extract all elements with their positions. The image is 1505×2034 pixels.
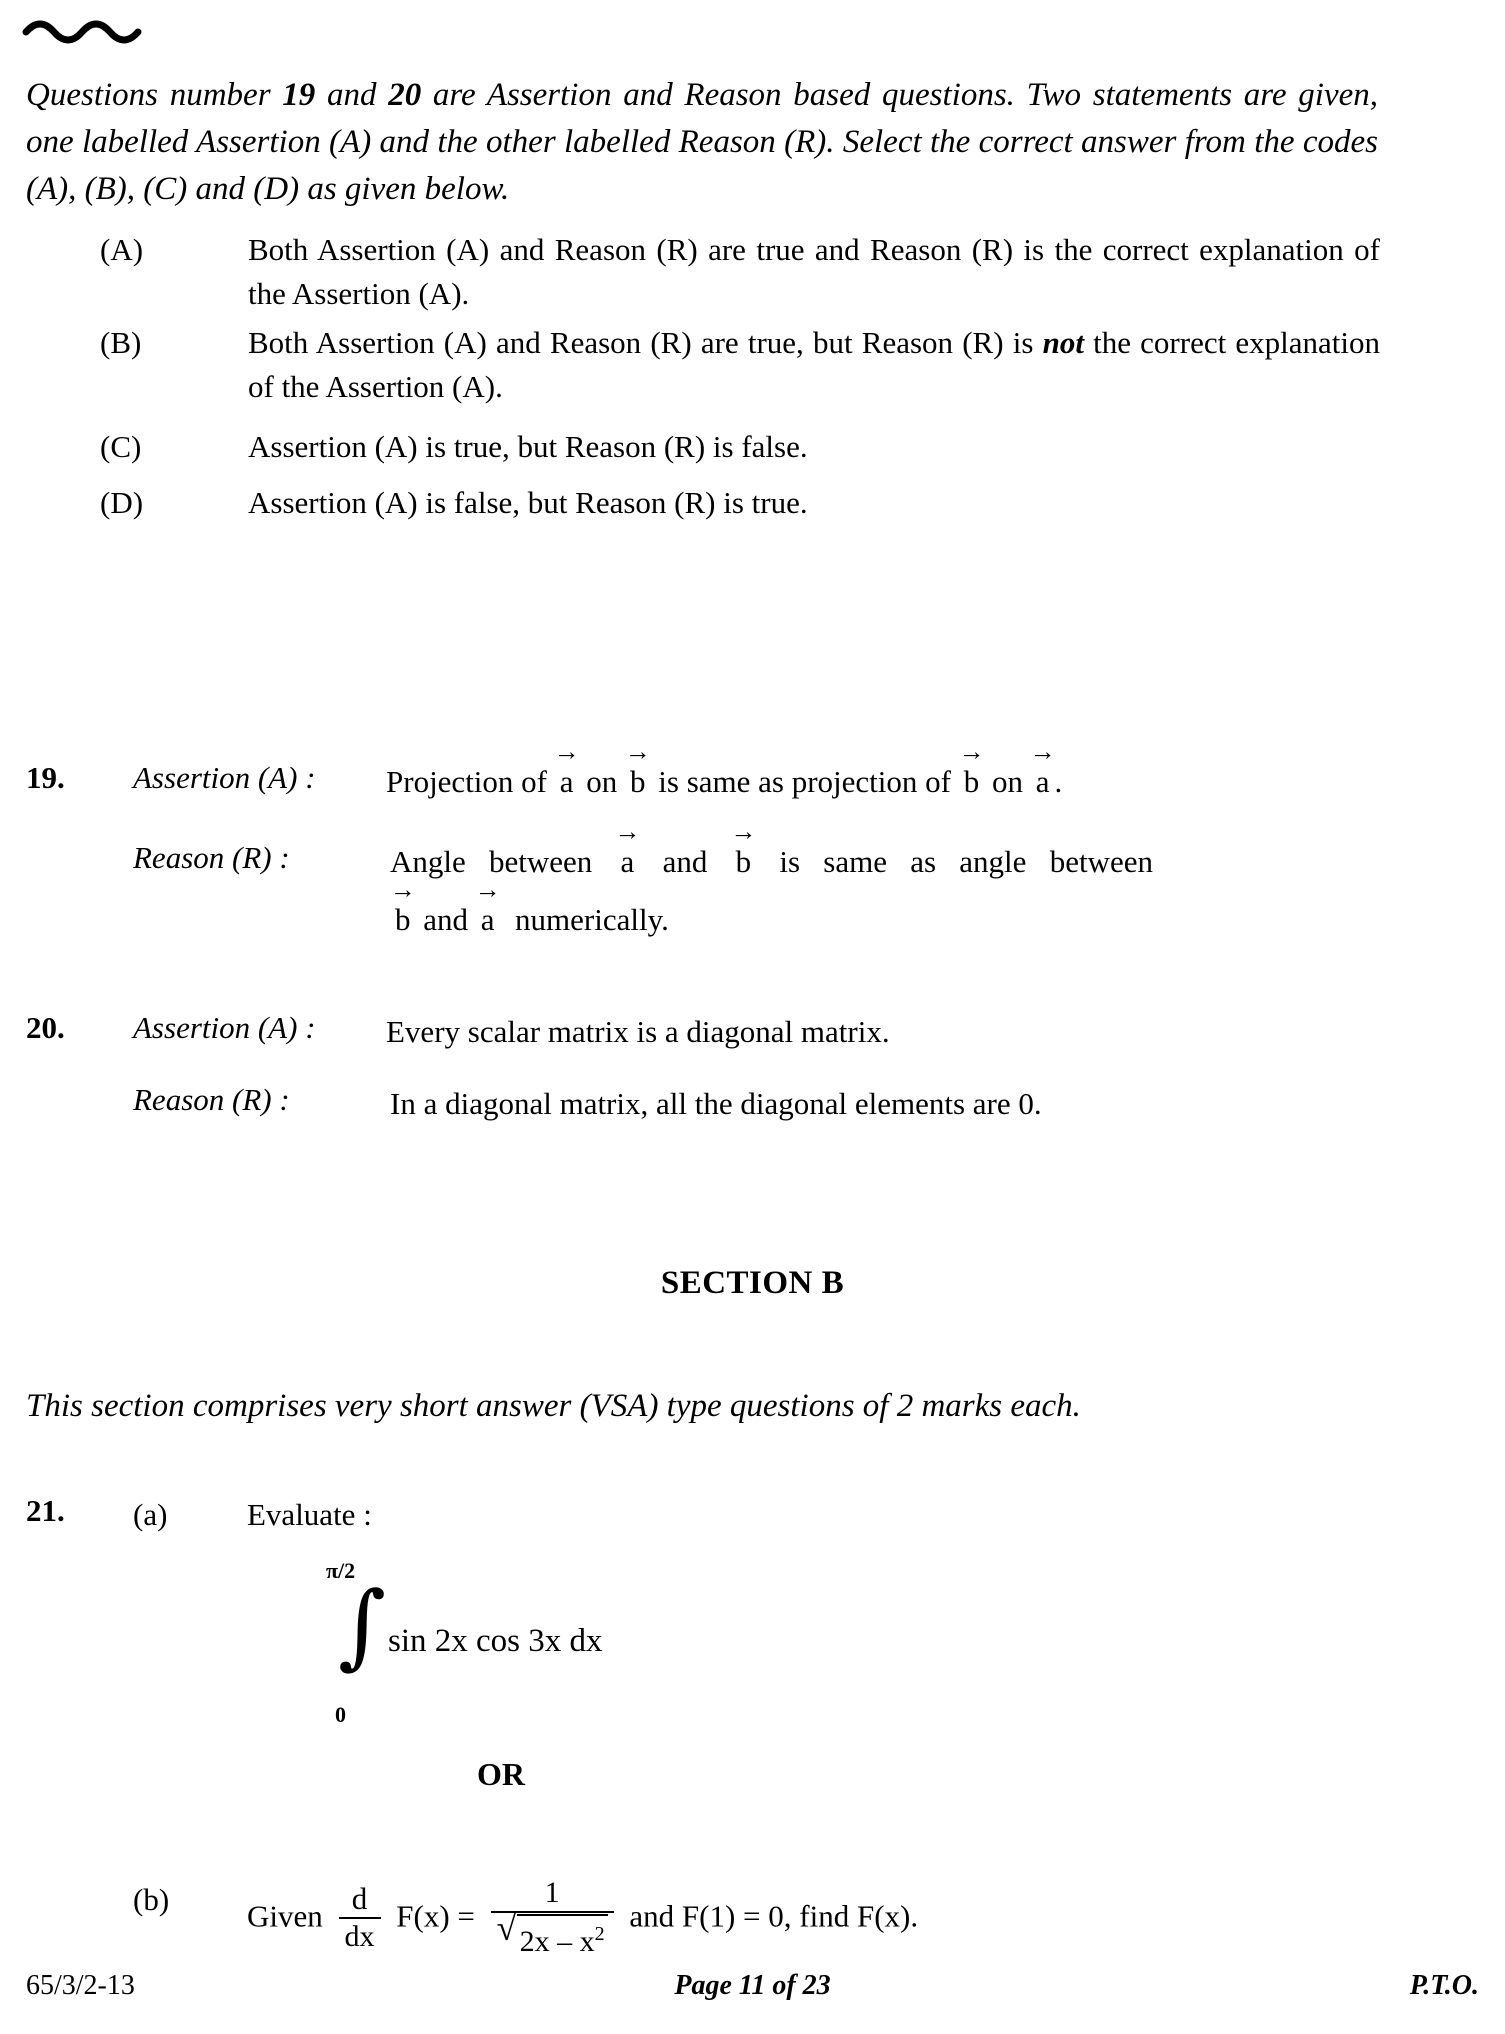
question-20-reason-text: In a diagonal matrix, all the diagonal elements are 0. xyxy=(390,1086,1042,1121)
derivative-numerator: d xyxy=(351,1880,368,1916)
footer-page-number: Page 11 of 23 xyxy=(674,1970,831,2001)
vector-b-3 xyxy=(730,817,757,884)
vector-b-4 xyxy=(389,875,416,942)
radicand-exponent: 2 xyxy=(594,1923,605,1945)
intro-text-after: are Assertion and Reason based questions. Two statements are given, one labelled Assertion (A) and the other labelled Reason (R). Select the correct answer from the codes (A), (B), (C) and (D) as given below. xyxy=(26,77,1378,207)
q19-a-t1: Projection of xyxy=(386,764,547,799)
vector-a-1 xyxy=(553,737,580,804)
option-row-c xyxy=(100,425,1380,469)
footer-paper-code: 65/3/2-13 xyxy=(26,1970,135,2001)
vector-b-4-letter: b xyxy=(395,902,411,937)
vector-arrow-icon: → xyxy=(1029,737,1056,766)
option-b-part2: the correct explanation of the Assertion (A). xyxy=(248,325,1380,404)
option-label-b: (B) xyxy=(100,325,142,360)
section-b-description: This section comprises very short answer (VSA) type questions of 2 marks each. xyxy=(26,1388,1081,1424)
option-row-a xyxy=(100,228,1380,316)
q19-r-t10: numerically. xyxy=(515,902,669,937)
section-b-heading: SECTION B xyxy=(660,1265,845,1301)
option-row-d xyxy=(100,481,1380,525)
q19-a-t5: . xyxy=(1054,764,1063,799)
question-19-assertion-body xyxy=(386,737,1376,804)
radicand xyxy=(517,1914,608,1959)
integrand: sin 2x cos 3x dx xyxy=(388,1623,603,1659)
radicand-text: 2x – x xyxy=(519,1925,595,1958)
vector-b-3-letter: b xyxy=(735,844,752,879)
page-footer xyxy=(0,1970,1505,2014)
rhs-denominator xyxy=(491,1908,614,1959)
derivative-denominator: dx xyxy=(344,1919,375,1953)
vector-arrow-icon: → xyxy=(474,875,501,904)
assertion-reason-instructions xyxy=(26,72,1378,213)
q19-r-t3: and xyxy=(662,844,708,879)
rhs-fraction xyxy=(491,1876,614,1959)
option-text-b xyxy=(248,321,1380,409)
wavy-line-icon xyxy=(22,12,142,56)
integral-sign-icon: ∫ xyxy=(338,1572,386,1679)
intro-number-20: 20 xyxy=(388,77,422,113)
option-text-a: Both Assertion (A) and Reason (R) are true and Reason (R) is the correct explanation of the Assertion (A). xyxy=(248,232,1380,311)
intro-text-before: Questions number xyxy=(26,77,283,113)
vector-arrow-icon: → xyxy=(553,737,580,766)
option-label-c: (C) xyxy=(100,429,142,464)
footer-pto: P.T.O. xyxy=(1409,1970,1479,2001)
question-19-number: 19. xyxy=(26,760,65,795)
derivative-fraction xyxy=(339,1882,381,1954)
q19-r-t5: same xyxy=(823,844,887,879)
integral-upper-limit: π/2 xyxy=(326,1558,356,1583)
q19-a-t4: on xyxy=(991,764,1023,799)
vector-a-2 xyxy=(1029,737,1056,804)
vector-arrow-icon: → xyxy=(624,737,651,766)
q21b-t1: Given xyxy=(247,1898,323,1934)
q19-r-t1: Angle xyxy=(390,844,466,879)
vector-a-4-letter: a xyxy=(480,902,495,937)
option-label-a: (A) xyxy=(100,232,144,267)
question-21-part-b-label: (b) xyxy=(133,1882,170,1917)
vector-b-1-letter: b xyxy=(630,764,646,799)
question-20-assertion-label: Assertion (A) : xyxy=(133,1010,316,1045)
q19-r-t8: between xyxy=(1049,844,1153,879)
question-20-reason-label: Reason (R) : xyxy=(133,1082,290,1117)
question-21-part-b-expression xyxy=(247,1878,918,1961)
integral-lower-limit: 0 xyxy=(335,1702,346,1727)
question-19-reason-line2 xyxy=(389,875,1375,942)
q19-a-t3: is same as projection of xyxy=(658,764,951,799)
option-b-part1: Both Assertion (A) and Reason (R) are true, but Reason (R) is xyxy=(248,325,1043,360)
vector-a-2-letter: a xyxy=(1035,764,1050,799)
question-21-part-a-label: (a) xyxy=(133,1497,168,1532)
vector-b-2-letter: b xyxy=(963,764,980,799)
vector-arrow-icon: → xyxy=(958,737,985,766)
question-21-part-a-text: Evaluate : xyxy=(247,1497,372,1532)
option-text-d: Assertion (A) is false, but Reason (R) is true. xyxy=(248,485,808,520)
q19-r-t9: and xyxy=(423,902,469,937)
intro-text-between: and xyxy=(315,77,389,113)
question-19-reason-label: Reason (R) : xyxy=(133,840,290,875)
vector-a-4 xyxy=(474,875,501,942)
q19-r-t2: between xyxy=(489,844,593,879)
vector-arrow-icon: → xyxy=(614,817,641,846)
vector-arrow-icon: → xyxy=(389,875,416,904)
vector-b-1 xyxy=(624,737,651,804)
square-root xyxy=(496,1908,608,1959)
option-label-d: (D) xyxy=(100,485,144,520)
vector-a-3 xyxy=(614,817,641,884)
option-text-c: Assertion (A) is true, but Reason (R) is false. xyxy=(248,429,808,464)
question-21-number: 21. xyxy=(26,1493,65,1528)
question-19-reason-line1 xyxy=(390,817,1375,884)
vector-arrow-icon: → xyxy=(730,817,757,846)
q19-r-t4: is xyxy=(779,844,801,879)
option-row-b xyxy=(100,321,1380,409)
question-19-assertion-label: Assertion (A) : xyxy=(133,760,316,795)
vector-a-3-letter: a xyxy=(620,844,635,879)
radical-icon: √ xyxy=(496,1908,517,1948)
rhs-numerator: 1 xyxy=(544,1876,560,1909)
integral-expression xyxy=(300,1560,900,1760)
option-b-emphasis: not xyxy=(1042,325,1084,360)
vector-a-1-letter: a xyxy=(559,764,574,799)
vector-b-2 xyxy=(958,737,985,804)
q19-r-t7: angle xyxy=(959,844,1027,879)
q21b-t3: and F(1) = 0, find F(x). xyxy=(629,1898,919,1934)
question-20-assertion-text: Every scalar matrix is a diagonal matrix. xyxy=(386,1014,890,1049)
intro-number-19: 19 xyxy=(282,77,316,113)
or-separator: OR xyxy=(477,1756,525,1792)
q21b-t2: F(x) = xyxy=(396,1898,475,1934)
q19-r-t6: as xyxy=(910,844,937,879)
q19-a-t2: on xyxy=(586,764,618,799)
question-20-number: 20. xyxy=(26,1010,65,1045)
